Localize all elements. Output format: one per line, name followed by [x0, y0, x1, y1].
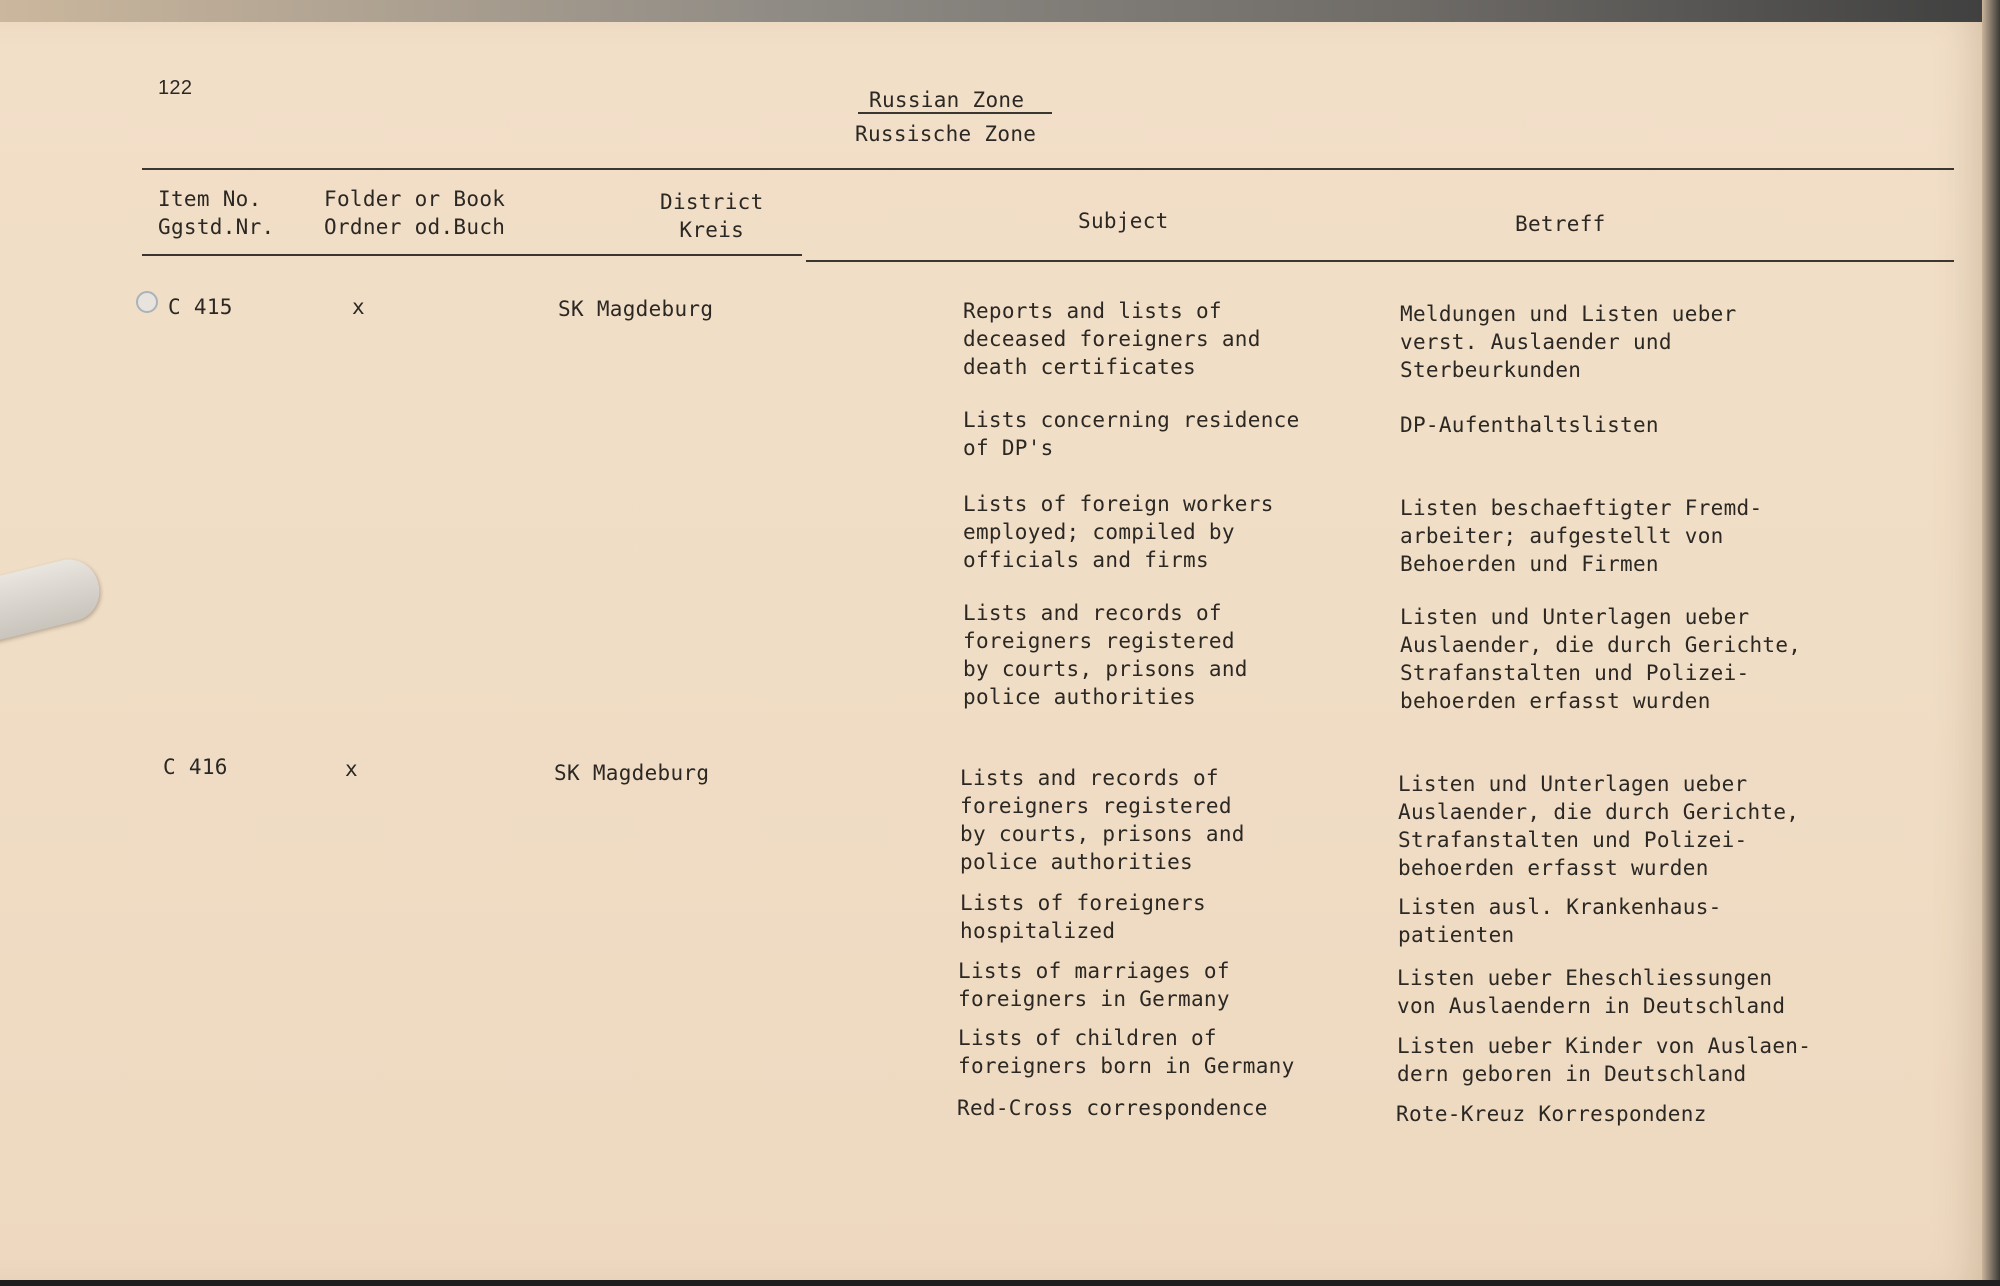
header-top-rule	[142, 168, 1954, 170]
subject-entry: Lists of children of foreigners born in Germany	[958, 1026, 1295, 1078]
page-bottom-edge	[0, 1280, 2000, 1286]
subject-entry: Lists and records of foreigners registered by courts, prisons and police authorities	[960, 766, 1245, 874]
subject-entry: Lists concerning residence of DP's	[963, 408, 1300, 460]
row-folder-mark: x	[352, 295, 365, 319]
header-bottom-rule-left	[142, 254, 802, 256]
punch-hole	[136, 291, 158, 313]
betreff-entry: Listen ueber Eheschliessungen von Auslaendern in Deutschland	[1397, 966, 1786, 1018]
betreff-entry: Listen ausl. Krankenhaus- patienten	[1398, 895, 1722, 947]
subject-entry: Reports and lists of deceased foreigners and death certificates	[963, 299, 1261, 379]
row-district: SK Magdeburg	[558, 297, 714, 321]
row-item-number: C 416	[163, 755, 228, 779]
subject-entry: Lists of foreigners hospitalized	[960, 891, 1206, 943]
column-header-district: District Kreis	[660, 190, 764, 242]
column-header-item: Item No. Ggstd.Nr.	[158, 187, 275, 239]
subject-entry: Lists of marriages of foreigners in Germany	[958, 959, 1230, 1011]
betreff-entry: Rote-Kreuz Korrespondenz	[1396, 1102, 1707, 1126]
page-title: Russian Zone	[869, 88, 1025, 112]
header-bottom-rule-right	[806, 260, 1954, 262]
betreff-entry: DP-Aufenthaltslisten	[1400, 413, 1659, 437]
title-underline	[858, 112, 1052, 114]
page-subtitle: Russische Zone	[855, 122, 1037, 146]
row-district: SK Magdeburg	[554, 761, 710, 785]
betreff-entry: Listen beschaeftigter Fremd- arbeiter; aufgestellt von Behoerden und Firmen	[1400, 496, 1763, 576]
column-header-subject: Subject	[1078, 209, 1169, 233]
page-number: 122	[158, 77, 193, 99]
subject-entry: Red-Cross correspondence	[957, 1096, 1268, 1120]
row-folder-mark: x	[345, 757, 358, 781]
column-header-betreff: Betreff	[1515, 212, 1606, 236]
page-right-edge	[1982, 0, 2000, 1286]
top-binding-strip	[0, 0, 2000, 22]
betreff-entry: Meldungen und Listen ueber verst. Auslaender und Sterbeurkunden	[1400, 302, 1737, 382]
row-item-number: C 415	[168, 295, 233, 319]
subject-entry: Lists and records of foreigners registered by courts, prisons and police authorities	[963, 601, 1248, 709]
column-header-folder: Folder or Book Ordner od.Buch	[324, 187, 506, 239]
betreff-entry: Listen und Unterlagen ueber Auslaender, die durch Gerichte, Strafanstalten und Polizei- behoerden erfasst wurden	[1398, 772, 1800, 880]
betreff-entry: Listen und Unterlagen ueber Auslaender, die durch Gerichte, Strafanstalten und Polizei- behoerden erfasst wurden	[1400, 605, 1802, 713]
subject-entry: Lists of foreign workers employed; compiled by officials and firms	[963, 492, 1274, 572]
betreff-entry: Listen ueber Kinder von Auslaen- dern geboren in Deutschland	[1397, 1034, 1812, 1086]
